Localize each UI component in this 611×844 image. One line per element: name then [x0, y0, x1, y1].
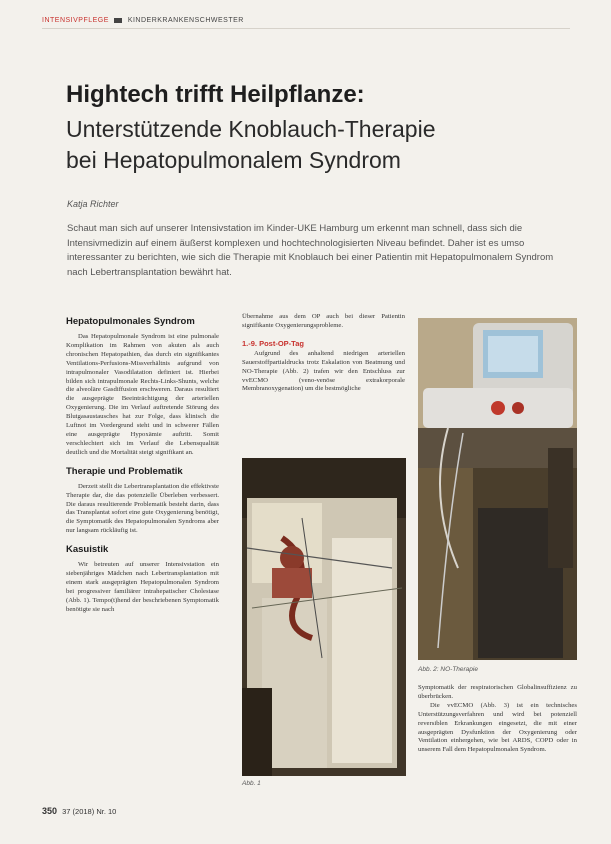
running-header	[42, 17, 244, 24]
page-footer	[42, 806, 116, 816]
page-number: 350	[42, 806, 58, 816]
paragraph-kasuistik: Wir betreuten auf unserer Intensivstation ein siebenjähriges Mädchen nach Lebertransplantation mit einem stark ausgeprägten Hepatopulmonalen Syndrom bei progressiver familiärer intrahepatischer Cholestase (Abb. 1). Tempo(t)hend der beschriebenen Symptomatik benötigte sie nach	[66, 561, 219, 613]
publication-label: KINDERKRANKENSCHWESTER	[127, 17, 244, 24]
article-title: Hightech trifft Heilpflanze:	[66, 81, 365, 108]
paragraph-postop: Aufgrund des anhaltend niedrigen arteriellen Sauerstoffpartialdrucks trotz Eskalation von Beatmung und NO-Therapie (Abb. 2) trafen wir den Entschluss zur vvECMO (veno-venöse extrakorporale Membranoxygenation) um die bestmögliche	[242, 349, 405, 393]
heading-kasuistik: Kasuistik	[66, 544, 109, 556]
journal-logo-icon	[114, 18, 122, 23]
article-subtitle	[66, 114, 436, 176]
section-label: INTENSIVPFLEGE	[42, 17, 109, 24]
paragraph-syndrom: Das Hepatopulmonale Syndrom ist eine pulmonale Komplikation im Rahmen von akuten als auch chronischen Hepatopathien, das durch ein signifikantes Ventilations-Perfusions-Missverhältnis aufgrund von intrapulmonaler Vasodilatation definiert ist. Hierbei bilden sich intrapulmonale Rechts-Links-Shunts, welche die alveoläre Gasdiffusion erschweren. Daraus resultiert die ausgeprägte Beeinträchtigung der arteriellen Oxygenierung. Die im Verlauf auftretende Störung des Blutgasaustausches hat zur Folge, dass klinisch die Luftnot im Vordergrund steht und in schwerer Fällen eine ausgeprägte Hypoxämie auftritt. Somit verschlechtert sich im Verlauf die Lebensqualität deutlich und die Mortalität steigt signifikant an.	[66, 333, 219, 456]
heading-syndrom: Hepatopulmonales Syndrom	[66, 316, 195, 327]
paragraph-vvecmo: Die vvECMO (Abb. 3) ist ein technisches Unterstützungsverfahren und wird bei potenziell reversiblen Erkrankungen eingesetzt, die mit einer ausgeprägten Dysfunktion der Oxygenierung oder Ventilation einhergehen, wie bei ARDS, COPD oder in unserem Fall dem Hepatopulmonalen Syndrom.	[418, 701, 577, 754]
subtitle-line: bei Hepatopulmonalem Syndrom	[66, 147, 401, 173]
column-2	[242, 313, 405, 394]
column-1	[66, 316, 219, 623]
caption-figure-2: Abb. 2: NO-Therapie	[418, 666, 478, 673]
heading-therapie: Therapie und Problematik	[66, 465, 183, 477]
device-photo-illustration	[418, 318, 577, 660]
author-name: Katja Richter	[67, 199, 119, 209]
header-rule	[42, 28, 570, 29]
lead-paragraph: Schaut man sich auf unserer Intensivstation im Kinder-UKE Hamburg um erkennt man schnell, dass sich die Intensivmedizin auf einem äußerst komplexen und hochtechnologisierten Niveau befindet. Daher ist es umso interessanter zu berichten, wie sich die Therapie mit Knoblauch bei einer Patientin mit Hepatopulmonalem Syndrom nach Lebertransplantation bewährt hat.	[67, 223, 554, 278]
patient-photo-illustration	[242, 458, 406, 776]
column-3	[418, 684, 577, 755]
photo-no-therapy-device	[418, 318, 577, 660]
heading-postop: 1.-9. Post-OP-Tag	[242, 338, 304, 348]
paragraph-globalinsuffizienz: Symptomatik der respiratorischen Globalinsuffizienz zu überbrücken.	[418, 684, 577, 700]
issue-info: 37 (2018) Nr. 10	[62, 807, 117, 816]
paragraph-oxygenierung: Übernahme aus dem OP auch bei dieser Patientin signifikante Oxygenierungsprobleme.	[242, 313, 405, 329]
photo-patient-bed	[242, 458, 406, 776]
caption-figure-1: Abb. 1	[242, 780, 261, 787]
paragraph-therapie: Derzeit stellt die Lebertransplantation die effektivste Therapie dar, die das potenzielle Überleben verbessert. Die daraus resultierende Problematik besteht darin, dass das Transplantat sofort eine gute Oxygenierung benötigt, die Symptomatik des Hepatopulmonalen Syndroms aber nur langsam rückläufig ist.	[66, 482, 219, 535]
subtitle-line: Unterstützende Knoblauch-Therapie	[66, 116, 436, 142]
